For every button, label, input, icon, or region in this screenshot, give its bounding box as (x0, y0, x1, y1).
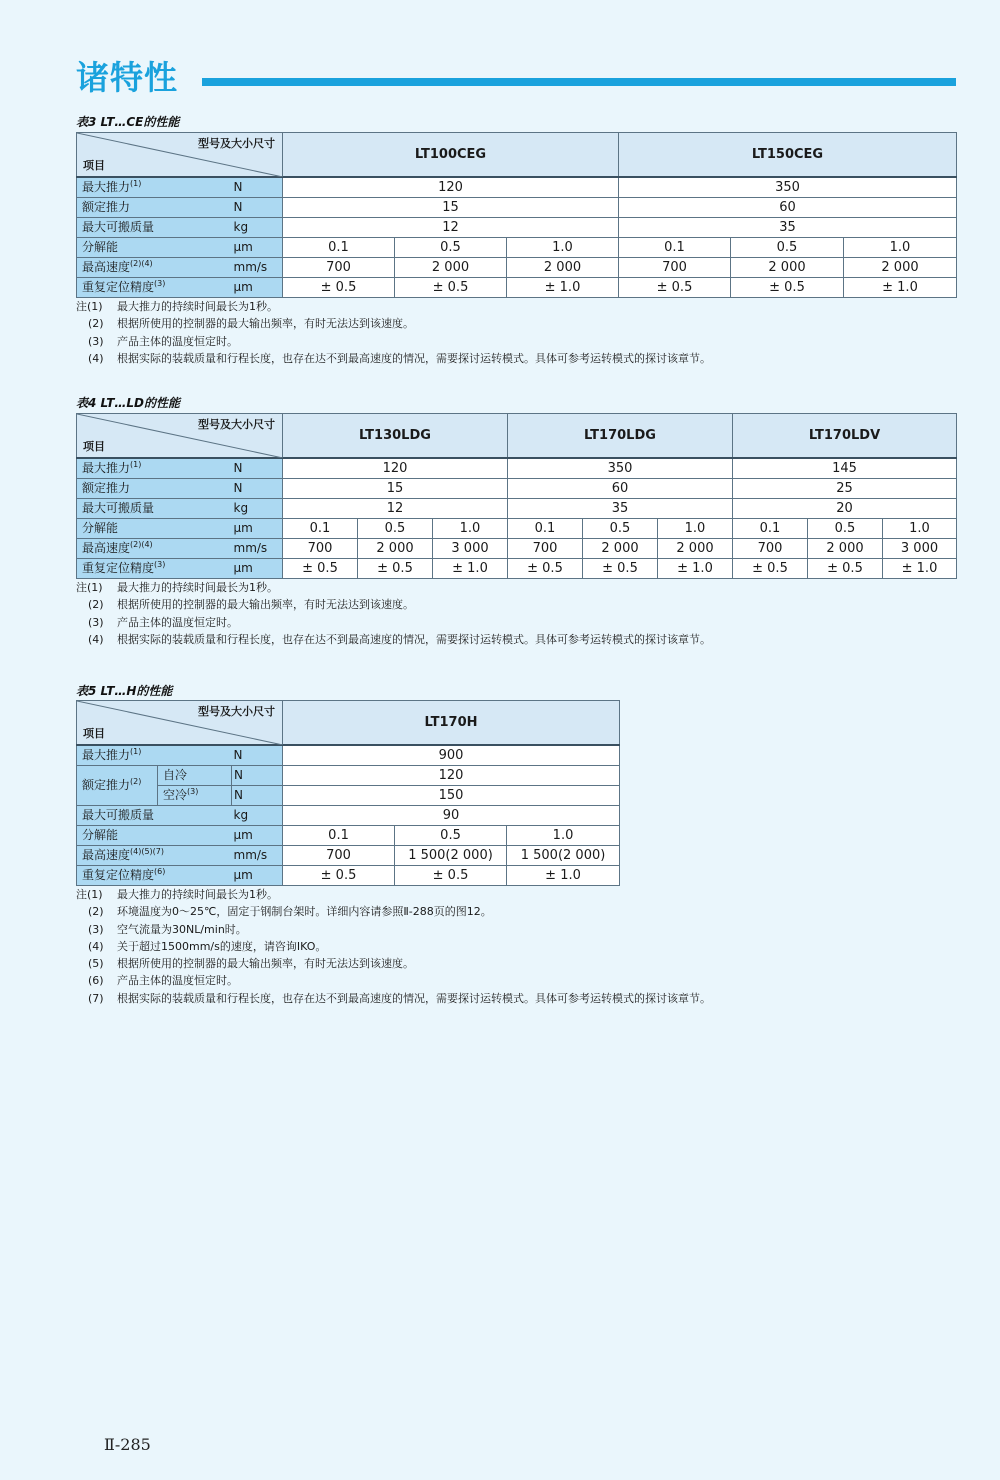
cell-value: 700 (619, 257, 731, 277)
cell-value: 2 000 (844, 257, 957, 277)
table4-caption: 表4 LT…LD的性能 (76, 396, 180, 410)
cell-value: 1.0 (883, 518, 957, 538)
table3-notes (76, 298, 711, 367)
row-unit: μm (232, 518, 283, 538)
footnote: (5) 根据所使用的控制器的最大输出频率，有时无法达到该速度。 (88, 957, 414, 971)
cell-value: 0.5 (808, 518, 883, 538)
table4 (76, 413, 957, 579)
cell-value: ± 1.0 (658, 558, 733, 578)
cell-value: 2 000 (583, 538, 658, 558)
row-unit: N (232, 745, 283, 766)
header-item-label: 项目 (83, 726, 105, 740)
cell-value: 350 (619, 177, 957, 198)
model-header: LT170LDV (733, 414, 957, 458)
footnote: (3) 空气流量为30NL/min时。 (88, 922, 247, 936)
cell-value: 15 (283, 478, 508, 498)
cell-value: 700 (283, 538, 358, 558)
table5-caption: 表5 LT…H的性能 (76, 684, 173, 698)
cell-value: 350 (508, 458, 733, 479)
page-number: Ⅱ-285 (104, 1435, 151, 1454)
cell-value: ± 0.5 (283, 558, 358, 578)
cell-value: ± 0.5 (395, 277, 507, 297)
cell-value: ± 0.5 (619, 277, 731, 297)
footnote: 注(1) 最大推力的持续时间最长为1秒。 (76, 888, 278, 901)
cell-value: 35 (619, 217, 957, 237)
header-model-label: 型号及大小尺寸 (198, 137, 275, 150)
cell-value: 0.5 (731, 237, 844, 257)
table5 (76, 700, 620, 886)
row-unit: μm (232, 825, 283, 845)
cell-value: 3 000 (433, 538, 508, 558)
cell-value: 120 (283, 177, 619, 198)
cell-value: 25 (733, 478, 957, 498)
cell-value: ± 0.5 (731, 277, 844, 297)
row-label: 重复定位精度$^{(3)}$ (77, 558, 232, 578)
page-title: 诸特性 (76, 58, 178, 97)
row-unit: μm (232, 558, 283, 578)
footnote: (4) 关于超过1500mm/s的速度，请咨询IKO。 (88, 939, 327, 953)
cell-value: 120 (283, 458, 508, 479)
cell-value: ± 0.5 (808, 558, 883, 578)
page-header (76, 50, 956, 98)
cell-value: 0.1 (619, 237, 731, 257)
cell-value: ± 1.0 (433, 558, 508, 578)
cell-value: 700 (508, 538, 583, 558)
row-label: 分解能 (77, 825, 232, 845)
row-label: 重复定位精度$^{(6)}$ (77, 865, 232, 885)
cell-value: 0.1 (283, 237, 395, 257)
header-model-label: 型号及大小尺寸 (198, 418, 275, 431)
header-model-label: 型号及大小尺寸 (198, 705, 276, 718)
cell-value: ± 1.0 (844, 277, 957, 297)
footnote: (3) 产品主体的温度恒定时。 (88, 334, 238, 348)
cell-value: 0.5 (395, 825, 507, 845)
cell-value: 700 (283, 257, 395, 277)
cell-value: ± 0.5 (395, 865, 507, 885)
row-unit: μm (232, 237, 283, 257)
header-diagonal-cell (77, 701, 283, 745)
footnote: (4) 根据实际的装载质量和行程长度，也存在达不到最高速度的情况，需要探讨运转模式。具体可参考运转模式的探讨该章节。 (88, 351, 711, 365)
header-diagonal-cell (77, 414, 283, 458)
cell-value: 1 500(2 000) (507, 845, 620, 865)
cell-value: 0.1 (508, 518, 583, 538)
row-label: 最大推力$^{(1)}$ (77, 177, 232, 198)
table4-notes (76, 579, 711, 648)
footnote: (7) 根据实际的装载质量和行程长度，也存在达不到最高速度的情况，需要探讨运转模式。具体可参考运转模式的探讨该章节。 (88, 991, 711, 1005)
row-label: 重复定位精度$^{(3)}$ (77, 277, 232, 297)
row-label: 最大可搬质量 (77, 498, 232, 518)
cell-value: 35 (508, 498, 733, 518)
cell-value: 2 000 (358, 538, 433, 558)
cell-value: 2 000 (658, 538, 733, 558)
table3 (76, 132, 957, 298)
model-header: LT130LDG (283, 414, 508, 458)
cell-value: 1.0 (507, 825, 620, 845)
cell-value: 2 000 (395, 257, 507, 277)
model-header: LT100CEG (283, 133, 619, 177)
cell-value: 2 000 (507, 257, 619, 277)
model-header: LT170H (283, 701, 620, 745)
cell-value: 1.0 (433, 518, 508, 538)
row-unit: kg (232, 805, 283, 825)
footnote: 注(1) 最大推力的持续时间最长为1秒。 (76, 300, 278, 313)
cell-value: 150 (283, 785, 620, 805)
cell-value: 20 (733, 498, 957, 518)
sub-row-label: 空冷$^{(3)}$ (158, 785, 232, 805)
row-label: 最高速度$^{(2)(4)}$ (77, 538, 232, 558)
cell-value: 12 (283, 217, 619, 237)
row-label: 额定推力 (77, 478, 232, 498)
table5-notes (76, 886, 711, 1007)
row-label: 分解能 (77, 518, 232, 538)
cell-value: 2 000 (808, 538, 883, 558)
cell-value: 120 (283, 765, 620, 785)
cell-value: 15 (283, 197, 619, 217)
row-label: 最高速度$^{(4)(5)(7)}$ (77, 845, 232, 865)
footnote: (2) 根据所使用的控制器的最大输出频率，有时无法达到该速度。 (88, 317, 414, 331)
footnote: (4) 根据实际的装载质量和行程长度，也存在达不到最高速度的情况，需要探讨运转模式。具体可参考运转模式的探讨该章节。 (88, 632, 711, 646)
cell-value: 0.5 (583, 518, 658, 538)
row-unit: N (232, 458, 283, 479)
cell-value: 1.0 (658, 518, 733, 538)
row-unit: mm/s (232, 538, 283, 558)
cell-value: 3 000 (883, 538, 957, 558)
cell-value: 12 (283, 498, 508, 518)
cell-value: 0.1 (283, 518, 358, 538)
cell-value: ± 0.5 (283, 865, 395, 885)
cell-value: ± 0.5 (733, 558, 808, 578)
header-diagonal-cell (77, 133, 283, 177)
cell-value: 90 (283, 805, 620, 825)
cell-value: 60 (619, 197, 957, 217)
row-unit: N (232, 765, 283, 785)
cell-value: 700 (733, 538, 808, 558)
cell-value: ± 0.5 (283, 277, 395, 297)
row-unit: N (232, 197, 283, 217)
row-unit: mm/s (232, 845, 283, 865)
cell-value: ± 0.5 (508, 558, 583, 578)
cell-value: ± 0.5 (583, 558, 658, 578)
row-label: 最大可搬质量 (77, 805, 232, 825)
cell-value: 0.1 (283, 825, 395, 845)
row-unit: kg (232, 217, 283, 237)
cell-value: 1.0 (844, 237, 957, 257)
row-unit: mm/s (232, 257, 283, 277)
footnote: (6) 产品主体的温度恒定时。 (88, 974, 238, 988)
row-label: 最高速度$^{(2)(4)}$ (77, 257, 232, 277)
footnote: (3) 产品主体的温度恒定时。 (88, 615, 238, 629)
row-unit: N (232, 478, 283, 498)
cell-value: ± 0.5 (358, 558, 433, 578)
cell-value: 60 (508, 478, 733, 498)
cell-value: ± 1.0 (507, 277, 619, 297)
row-unit: kg (232, 498, 283, 518)
header-item-label: 项目 (83, 439, 105, 453)
footnote: (2) 环境温度为0～25℃，固定于钢制台架时。详细内容请参照Ⅱ-288页的图12。 (88, 905, 492, 919)
table3-caption: 表3 LT…CE的性能 (76, 115, 180, 129)
cell-value: 900 (283, 745, 620, 766)
cell-value: 2 000 (731, 257, 844, 277)
row-label: 分解能 (77, 237, 232, 257)
row-unit: N (232, 177, 283, 198)
header-item-label: 项目 (83, 158, 105, 172)
cell-value: 0.5 (358, 518, 433, 538)
cell-value: ± 1.0 (507, 865, 620, 885)
row-label: 额定推力 (77, 197, 232, 217)
row-label: 额定推力$^{(2)}$ (77, 765, 158, 805)
cell-value: ± 1.0 (883, 558, 957, 578)
cell-value: 145 (733, 458, 957, 479)
row-label: 最大推力$^{(1)}$ (77, 745, 232, 766)
title-rule (202, 78, 956, 86)
cell-value: 1.0 (507, 237, 619, 257)
cell-value: 700 (283, 845, 395, 865)
cell-value: 0.5 (395, 237, 507, 257)
footnote: 注(1) 最大推力的持续时间最长为1秒。 (76, 581, 278, 594)
row-unit: μm (232, 277, 283, 297)
cell-value: 0.1 (733, 518, 808, 538)
sub-row-label: 自冷 (158, 765, 232, 785)
row-unit: N (232, 785, 283, 805)
cell-value: 1 500(2 000) (395, 845, 507, 865)
row-unit: μm (232, 865, 283, 885)
row-label: 最大可搬质量 (77, 217, 232, 237)
model-header: LT150CEG (619, 133, 957, 177)
row-label: 最大推力$^{(1)}$ (77, 458, 232, 479)
model-header: LT170LDG (508, 414, 733, 458)
footnote: (2) 根据所使用的控制器的最大输出频率，有时无法达到该速度。 (88, 598, 414, 612)
